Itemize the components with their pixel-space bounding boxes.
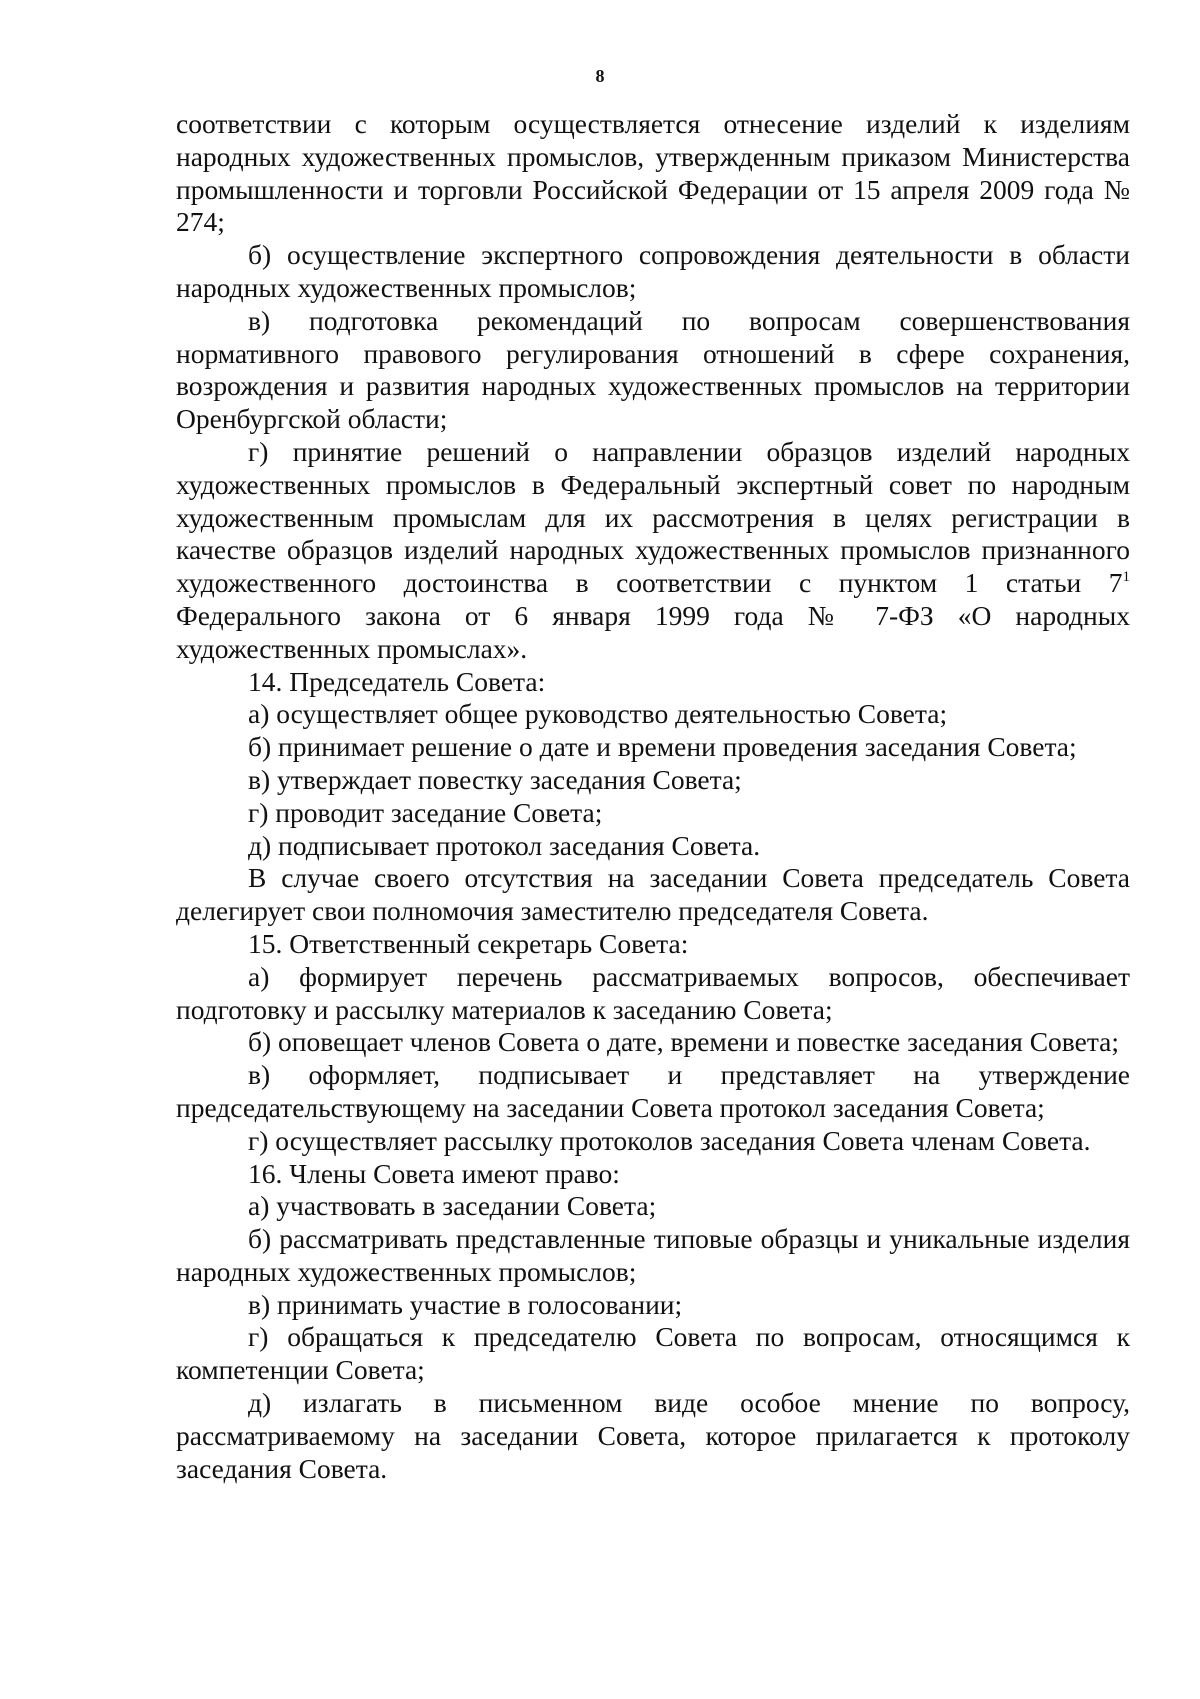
paragraph: б) осуществление экспертного сопровождения деятельности в области народных художественных промыслов; xyxy=(176,239,1130,303)
list-item: д) излагать в письменном виде особое мнение по вопросу, рассматриваемому на заседании Совета, которое прилагается к протоколу заседания Совета. xyxy=(176,1387,1130,1484)
section-heading: 15. Ответственный секретарь Совета: xyxy=(248,927,689,959)
page-number: 8 xyxy=(595,66,605,86)
document-body xyxy=(176,108,1130,1485)
list-item: б) рассматривать представленные типовые образцы и уникальные изделия народных художественных промыслов; xyxy=(176,1223,1130,1287)
list-item: в) утверждает повестку заседания Совета; xyxy=(248,763,742,795)
list-item: а) осуществляет общее руководство деятельностью Совета; xyxy=(248,698,948,730)
list-item: г) проводит заседание Совета; xyxy=(248,796,603,828)
paragraph-with-footnote-ref xyxy=(176,436,1130,666)
section-heading: 14. Председатель Совета: xyxy=(248,665,546,697)
list-item: б) принимает решение о дате и времени проведения заседания Совета; xyxy=(248,731,1077,763)
list-item: а) формирует перечень рассматриваемых вопросов, обеспечивает подготовку и рассылку материалов к заседанию Совета; xyxy=(176,960,1130,1025)
list-item: б) оповещает членов Совета о дате, времени и повестке заседания Совета; xyxy=(248,1026,1120,1058)
list-item: в) принимать участие в голосовании; xyxy=(248,1288,683,1320)
list-item: в) оформляет, подписывает и представляет на утверждение председательствующему на заседании Совета протокол заседания Совета; xyxy=(176,1059,1130,1123)
list-item: д) подписывает протокол заседания Совета. xyxy=(248,829,761,861)
paragraph-text-before: г) принятие решений о направлении образцов изделий народных художественных промыслов в Федеральный экспертный совет по народным художественным промыслам для их рассмотрения в целях регистрации в качестве образцов изделий народных художественных промыслов признанного художественного достоинства в соответствии с пунктом 1 статьи 7 xyxy=(176,435,1130,599)
paragraph: в) подготовка рекомендаций по вопросам совершенствования нормативного правового регулирования отношений в сфере сохранения, возрождения и развития народных художественных промыслов на территории Оренбургской области; xyxy=(176,304,1130,435)
paragraph: соответствии с которым осуществляется отнесение изделий к изделиям народных художественных промыслов, утвержденным приказом Министерства промышленности и торговли Российской Федерации от 15 апреля 2009 года № 274; xyxy=(176,108,1130,238)
section-heading: 16. Члены Совета имеют право: xyxy=(248,1157,620,1189)
paragraph: В случае своего отсутствия на заседании Совета председатель Совета делегирует свои полномочия заместителю председателя Совета. xyxy=(176,862,1130,927)
superscript-index: 1 xyxy=(1122,569,1130,586)
paragraph-text-after: Федерального закона от 6 января 1999 года № 7-ФЗ «О народных художественных промыслах». xyxy=(176,599,1130,664)
list-item: г) обращаться к председателю Совета по вопросам, относящимся к компетенции Совета; xyxy=(176,1321,1130,1386)
list-item: а) участвовать в заседании Совета; xyxy=(248,1190,657,1222)
list-item: г) осуществляет рассылку протоколов заседания Совета членам Совета. xyxy=(248,1124,1091,1156)
